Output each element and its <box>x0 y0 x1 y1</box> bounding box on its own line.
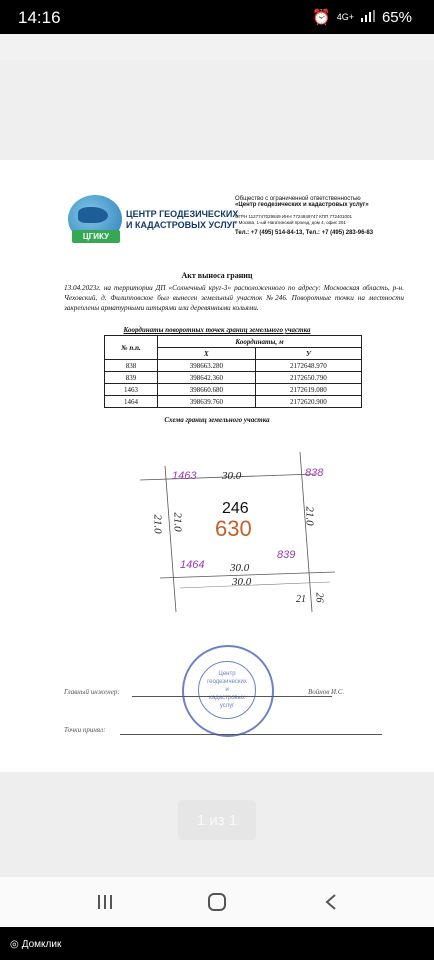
cell-y: 2172620.900 <box>255 396 361 408</box>
table-row <box>105 372 362 384</box>
lot-area: 630 <box>215 516 252 541</box>
stamp-line5: услуг <box>219 703 235 709</box>
org-line2: «Центр геодезических и кадастровых услуг» <box>235 202 369 208</box>
viewer-background-top <box>0 60 434 160</box>
plot-plan <box>140 452 340 612</box>
brand-logo-icon: ◎ <box>10 939 19 950</box>
fragment-label-26: 26 <box>313 592 325 603</box>
side-length-left-outer: 21.0 <box>151 514 164 534</box>
cell-x: 398663.280 <box>158 360 256 372</box>
chief-signature-line <box>132 696 332 697</box>
cell-y: 2172619.080 <box>255 384 361 396</box>
point-label-838: 838 <box>305 467 324 479</box>
brand-name: Домклик <box>21 939 62 950</box>
side-length-bottom-outer: 30.0 <box>232 576 252 588</box>
side-length-right: 21.0 <box>303 506 316 526</box>
cell-point: 839 <box>105 372 158 384</box>
status-bar <box>0 0 434 34</box>
logo-name-line1: ЦЕНТР ГЕОДЕЗИЧЕСКИХ <box>126 209 239 219</box>
org-line1: Общество с ограниченной ответственностью <box>235 196 361 202</box>
org-line3: ОГРН 1127747029849 ИНН 7724849747 КПП 772401001 <box>235 214 353 219</box>
signal-icon <box>360 9 376 26</box>
cell-point: 838 <box>105 360 158 372</box>
stamp-line4: кадастровых <box>209 695 245 701</box>
coords-title: Координаты поворотных точек границ земельного участка <box>123 326 311 334</box>
chief-engineer-name: Войнов И.С. <box>308 688 345 696</box>
recent-apps-button[interactable] <box>90 889 120 915</box>
org-phones: Тел.: +7 (495) 514-84-13, Тел.: +7 (495) 283-96-83 <box>235 230 374 236</box>
company-logo-tag: ЦГИКУ <box>72 230 120 243</box>
org-line4: г. Москва, 1-ый Нагатинский проезд, дом 4, офис 201 <box>235 220 346 225</box>
act-title: Акт выноса границ <box>181 271 253 280</box>
fragment-label-21: 21 <box>296 594 306 605</box>
stamp-line2: геодезических <box>207 679 247 685</box>
page-indicator: 1 из 1 <box>178 800 256 840</box>
cell-y: 2172650.790 <box>255 372 361 384</box>
cell-y: 2172648.970 <box>255 360 361 372</box>
network-type: 4G+ <box>336 11 354 22</box>
brand <box>10 939 61 950</box>
stamp-line1: Центр <box>218 671 236 677</box>
side-length-top: 30.0 <box>222 470 242 482</box>
alarm-icon: ⏰ <box>312 9 331 26</box>
status-icons <box>312 8 412 26</box>
battery-percent: 65% <box>381 8 412 26</box>
header-point: № п.п. <box>105 336 158 360</box>
point-label-839: 839 <box>277 549 296 561</box>
header-y: У <box>255 348 361 360</box>
point-label-1463: 1463 <box>172 470 197 482</box>
company-stamp <box>182 645 274 737</box>
table-row <box>105 396 362 408</box>
stamp-line3: и <box>225 687 229 693</box>
chief-engineer-label: Главный инженер: <box>64 688 120 696</box>
company-logo-name <box>126 209 238 231</box>
cell-x: 398639.760 <box>158 396 256 408</box>
clock: 14:16 <box>18 8 61 27</box>
point-label-1464: 1464 <box>180 559 205 571</box>
table-row <box>105 360 362 372</box>
side-length-bottom: 30.0 <box>230 562 250 574</box>
table-row <box>105 384 362 396</box>
accepted-label: Точки принял: <box>64 726 106 734</box>
system-nav-bar <box>0 877 434 927</box>
cell-point: 1463 <box>105 384 158 396</box>
org-details <box>235 196 405 236</box>
recent-apps-icon <box>96 894 114 910</box>
header-x: X <box>158 348 256 360</box>
stamp-center <box>198 661 256 719</box>
scheme-title: Схема границ земельного участка <box>164 416 270 424</box>
back-icon <box>324 893 338 911</box>
lot-number: 246 <box>222 500 249 517</box>
accepted-signature-line <box>120 734 382 735</box>
home-button[interactable] <box>202 889 232 915</box>
cell-x: 398642.360 <box>158 372 256 384</box>
header-coords: Координаты, м <box>158 336 362 348</box>
act-paragraph: 13.04.2023г. на территории ДП «Солнечный круг-3» расположенного по адресу: Московская область, р-н. Чеховский, д. Филипповское был вынесен земельный участок №246. Поворотные точки на местности закреплены арматурными штырями или деревянными кольями. <box>64 284 404 312</box>
home-icon <box>207 892 227 912</box>
logo-name-line2: И КАДАСТРОВЫХ УСЛУГ <box>126 220 238 230</box>
cell-x: 398660.680 <box>158 384 256 396</box>
back-button[interactable] <box>316 889 346 915</box>
app-footer <box>0 927 434 960</box>
side-length-left: 21.0 <box>171 512 184 532</box>
cell-point: 1464 <box>105 396 158 408</box>
coords-table <box>104 335 362 408</box>
document-page <box>0 160 434 772</box>
